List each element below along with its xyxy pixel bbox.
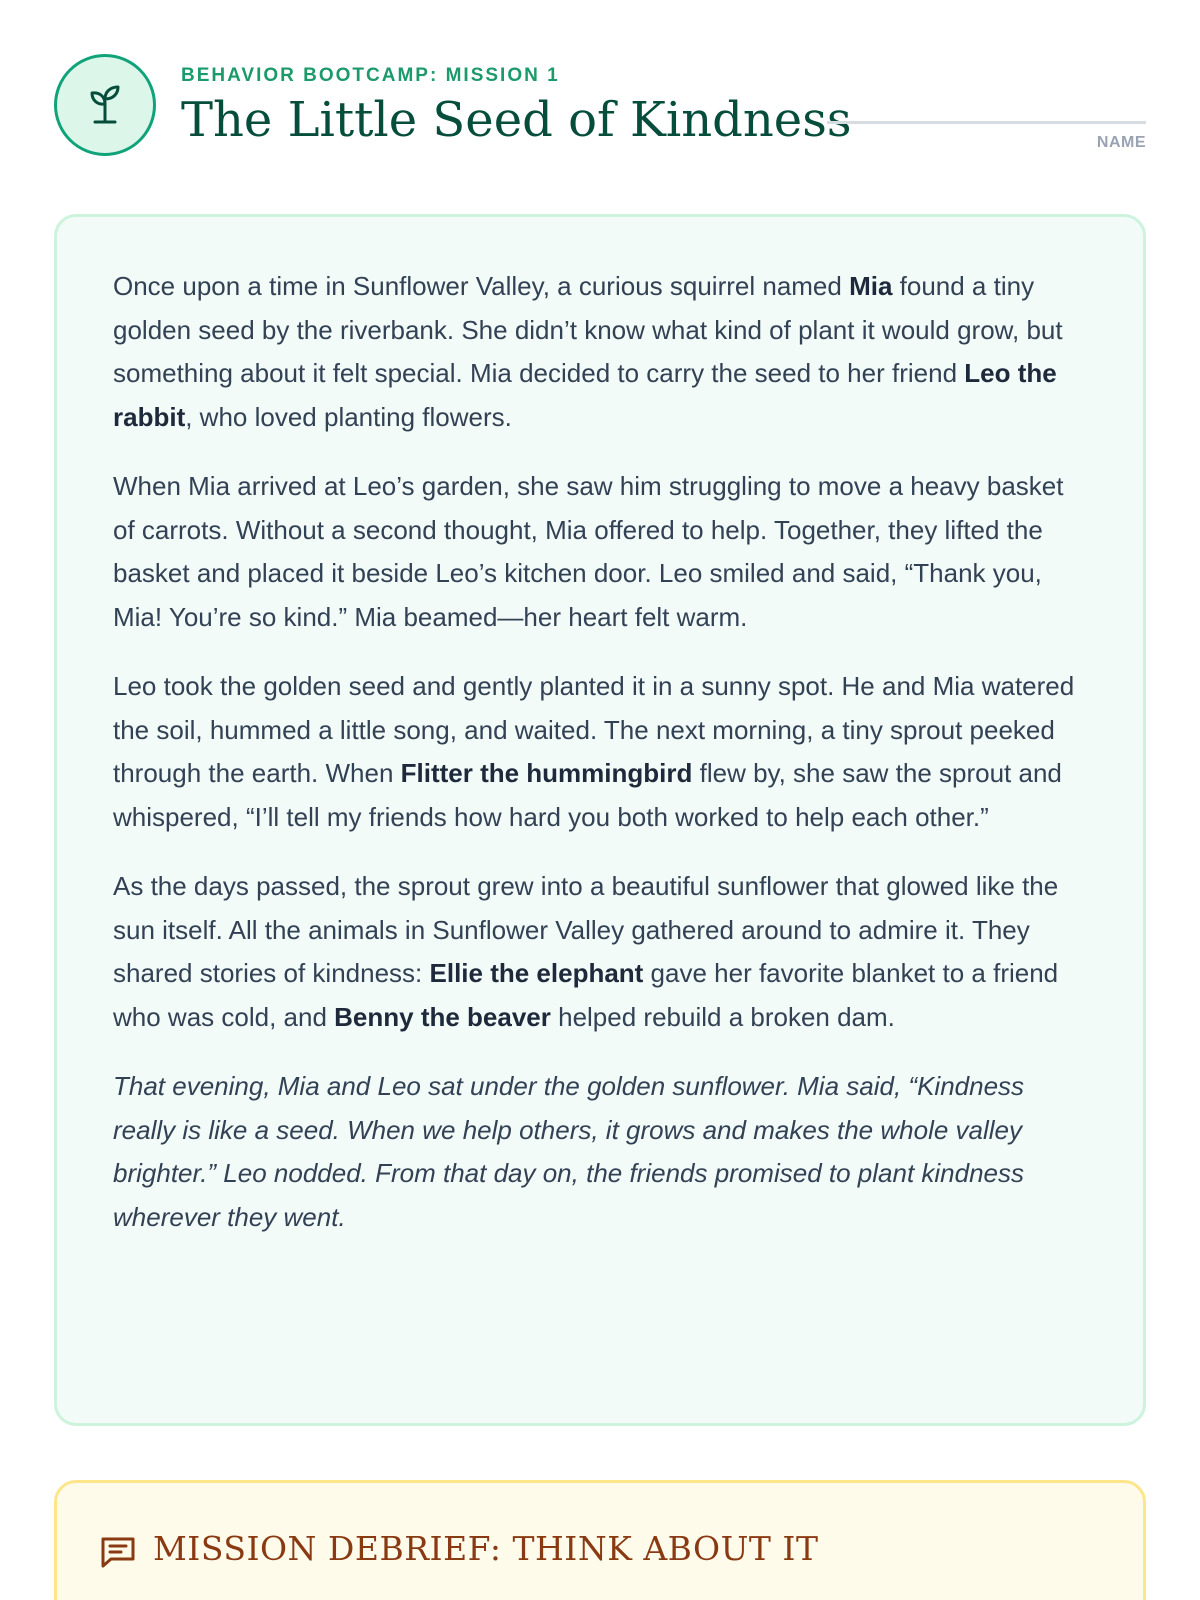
character-name: Leo the rabbit — [113, 358, 1057, 432]
mission-kicker: BEHAVIOR BOOTCAMP: MISSION 1 — [181, 65, 560, 86]
mission-debrief-card — [54, 1480, 1146, 1600]
character-name: Flitter the hummingbird — [400, 758, 693, 788]
story-paragraph-4: As the days passed, the sprout grew into a beautiful sunflower that glowed like the sun itself. All the animals in Sunflower Valley gathered around to admire it. They shared stories of kindness: Ellie the elephant gave her favorite blanket to a friend who was cold, and Benny the beaver helped rebuild a broken dam. — [113, 871, 1059, 1032]
character-name: Mia — [849, 271, 893, 301]
page-title: The Little Seed of Kindness — [181, 92, 852, 148]
story-paragraph-3: Leo took the golden seed and gently planted it in a sunny spot. He and Mia watered the soil, hummed a little song, and waited. The next morning, a tiny sprout peeked through the earth. When Flitter the hummingbird flew by, she saw the sprout and whispered, “I’ll tell my friends how hard you both worked to help each other.” — [113, 671, 1075, 832]
story-paragraph-2: When Mia arrived at Leo’s garden, she saw him struggling to move a heavy basket of carrots. Without a second thought, Mia offered to help. Together, they lifted the basket and placed it beside Leo’s kitchen door. Leo smiled and said, “Thank you, Mia! You’re so kind.” Mia beamed—her heart felt warm. — [113, 471, 1064, 632]
name-label: NAME — [1096, 134, 1146, 151]
worksheet-header — [54, 54, 1146, 160]
debrief-title: MISSION DEBRIEF: THINK ABOUT IT — [153, 1529, 819, 1568]
name-write-line[interactable] — [827, 121, 1146, 124]
story-card — [54, 214, 1146, 1426]
message-square-icon — [99, 1533, 137, 1571]
sprout-icon — [82, 82, 128, 128]
story-paragraph-5: That evening, Mia and Leo sat under the golden sunflower. Mia said, “Kindness really is like a seed. When we help others, it grows and makes the whole valley brighter.” Leo nodded. From that day on, the friends promised to plant kindness wherever they went. — [113, 1071, 1025, 1232]
logo-badge — [54, 54, 156, 156]
story-paragraph-1: Once upon a time in Sunflower Valley, a curious squirrel named Mia found a tiny golden seed by the riverbank. She didn’t know what kind of plant it would grow, but something about it felt special. Mia decided to carry the seed to her friend Leo the rabbit, who loved planting flowers. — [113, 271, 1063, 432]
character-name: Ellie the elephant — [429, 958, 644, 988]
character-name: Benny the beaver — [334, 1001, 551, 1032]
